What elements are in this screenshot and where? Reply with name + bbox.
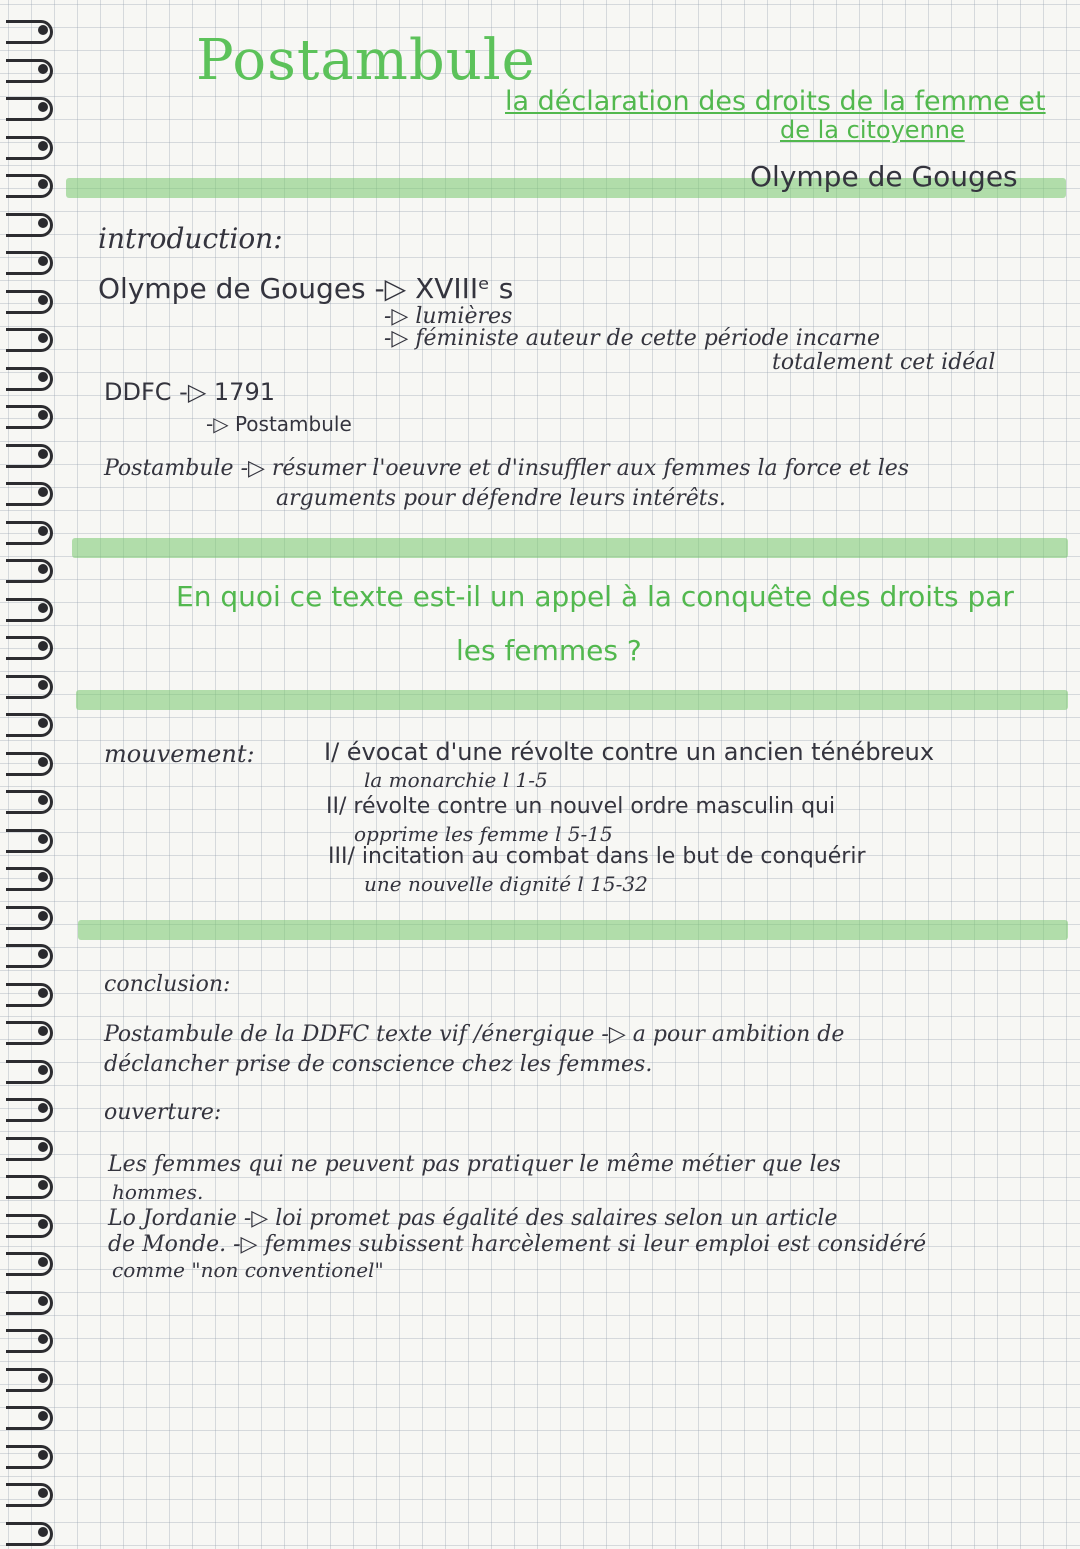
highlight-band <box>72 538 1068 558</box>
binding-hole <box>38 256 48 266</box>
binding-hole <box>38 1180 48 1190</box>
intro-line: -▷ lumières <box>384 304 513 329</box>
title-declaration: la déclaration des droits de la femme et <box>505 86 1046 117</box>
conclusion-line: Postambule de la DDFC texte vif /énergique -▷ a pour ambition de <box>104 1022 845 1047</box>
binding-hole <box>38 1334 48 1344</box>
binding-hole <box>38 179 48 189</box>
spiral-binding <box>0 0 60 1549</box>
binding-hole <box>38 410 48 420</box>
mouvement-item: III/ incitation au combat dans le but de conquérir <box>328 844 866 869</box>
mouvement-label: mouvement: <box>104 740 255 768</box>
ouverture-line: Les femmes qui ne peuvent pas pratiquer le même métier que les <box>108 1152 841 1177</box>
binding-hole <box>38 1026 48 1036</box>
binding-hole <box>38 1450 48 1460</box>
binding-hole <box>38 872 48 882</box>
binding-hole <box>38 795 48 805</box>
highlight-band <box>78 920 1068 940</box>
binding-hole <box>38 526 48 536</box>
binding-hole <box>38 1219 48 1229</box>
binding-hole <box>38 680 48 690</box>
mouvement-item: II/ révolte contre un nouvel ordre masculin qui <box>326 794 836 819</box>
binding-hole <box>38 988 48 998</box>
problematique-line: En quoi ce texte est-il un appel à la conquête des droits par <box>176 580 1014 613</box>
binding-hole <box>38 218 48 228</box>
introduction-heading: introduction: <box>98 222 283 255</box>
intro-line: -▷ Postambule <box>206 412 352 436</box>
conclusion-line: déclancher prise de conscience chez les femmes. <box>104 1052 653 1077</box>
binding-hole <box>38 1142 48 1152</box>
binding-hole <box>38 1065 48 1075</box>
binding-hole <box>38 1103 48 1113</box>
binding-hole <box>38 487 48 497</box>
binding-hole <box>38 372 48 382</box>
mouvement-item: une nouvelle dignité l 15-32 <box>364 872 648 896</box>
binding-hole <box>38 834 48 844</box>
intro-line: arguments pour défendre leurs intérêts. <box>276 486 726 511</box>
binding-hole <box>38 757 48 767</box>
intro-line: totalement cet idéal <box>772 350 996 375</box>
binding-hole <box>38 1527 48 1537</box>
binding-hole <box>38 333 48 343</box>
title-postambule: Postambule <box>196 28 536 93</box>
author-name: Olympe de Gouges <box>750 160 1018 193</box>
binding-hole <box>38 25 48 35</box>
binding-hole <box>38 1411 48 1421</box>
ouverture-line: hommes. <box>112 1180 204 1204</box>
binding-hole <box>38 718 48 728</box>
ouverture-heading: ouverture: <box>104 1100 222 1125</box>
ouverture-line: comme "non conventionel" <box>112 1258 384 1282</box>
mouvement-item: I/ évocat d'une révolte contre un ancien ténébreux <box>324 738 935 766</box>
binding-hole <box>38 1296 48 1306</box>
ouverture-line: Lo Jordanie -▷ loi promet pas égalité des salaires selon un article <box>108 1206 838 1231</box>
binding-hole <box>38 1373 48 1383</box>
binding-hole <box>38 141 48 151</box>
binding-hole <box>38 102 48 112</box>
intro-line: -▷ féministe auteur de cette période incarne <box>384 326 881 351</box>
binding-hole <box>38 603 48 613</box>
binding-hole <box>38 295 48 305</box>
mouvement-item: opprime les femme l 5-15 <box>354 822 613 846</box>
intro-line: DDFC -▷ 1791 <box>104 378 275 406</box>
binding-hole <box>38 641 48 651</box>
title-line2: de la citoyenne <box>780 116 965 144</box>
intro-line: Olympe de Gouges -▷ XVIIIᵉ s <box>98 272 514 305</box>
binding-hole <box>38 911 48 921</box>
highlight-band <box>76 690 1068 710</box>
intro-line: Postambule -▷ résumer l'oeuvre et d'insuffler aux femmes la force et les <box>104 456 910 481</box>
binding-hole <box>38 1488 48 1498</box>
ouverture-line: de Monde. -▷ femmes subissent harcèlement si leur emploi est considéré <box>108 1232 927 1257</box>
binding-hole <box>38 564 48 574</box>
binding-hole <box>38 1257 48 1267</box>
binding-hole <box>38 949 48 959</box>
binding-hole <box>38 64 48 74</box>
mouvement-item: la monarchie l 1-5 <box>364 768 548 792</box>
conclusion-heading: conclusion: <box>104 972 231 997</box>
binding-hole <box>38 449 48 459</box>
problematique-line: les femmes ? <box>456 634 642 667</box>
